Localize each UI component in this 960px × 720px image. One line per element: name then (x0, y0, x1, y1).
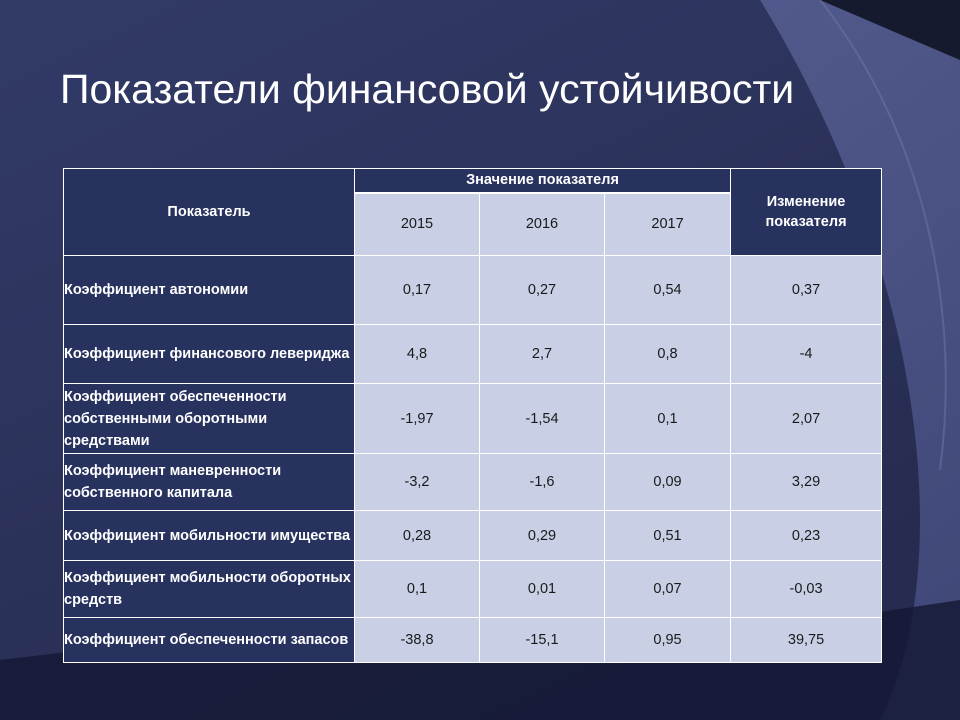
row-label: Коэффициент автономии (64, 256, 355, 325)
financial-stability-table (63, 168, 882, 663)
row-label: Коэффициент обеспеченности собственными оборотными средствами (64, 384, 355, 454)
cell-2016: 0,27 (480, 256, 605, 325)
header-year-2016: 2016 (480, 193, 605, 256)
cell-2016: -1,54 (480, 384, 605, 454)
cell-2017: 0,8 (605, 325, 731, 384)
table-row (64, 256, 882, 325)
cell-2015: 4,8 (355, 325, 480, 384)
header-year-2015: 2015 (355, 193, 480, 256)
cell-change: 2,07 (731, 384, 882, 454)
cell-change: -4 (731, 325, 882, 384)
cell-change: 39,75 (731, 618, 882, 663)
table-row (64, 454, 882, 511)
cell-2016: 0,29 (480, 511, 605, 561)
header-row-1 (64, 169, 882, 193)
cell-2016: -1,6 (480, 454, 605, 511)
row-label: Коэффициент финансового левериджа (64, 325, 355, 384)
cell-2016: -15,1 (480, 618, 605, 663)
cell-2015: 0,17 (355, 256, 480, 325)
cell-2015: -1,97 (355, 384, 480, 454)
table-row (64, 618, 882, 663)
table-row (64, 561, 882, 618)
table-row (64, 511, 882, 561)
cell-2016: 0,01 (480, 561, 605, 618)
cell-2016: 2,7 (480, 325, 605, 384)
header-year-2017: 2017 (605, 193, 731, 256)
row-label: Коэффициент мобильности имущества (64, 511, 355, 561)
cell-2017: 0,54 (605, 256, 731, 325)
cell-2015: -38,8 (355, 618, 480, 663)
row-label: Коэффициент обеспеченности запасов (64, 618, 355, 663)
cell-change: 3,29 (731, 454, 882, 511)
table-row (64, 384, 882, 454)
cell-2017: 0,09 (605, 454, 731, 511)
row-label: Коэффициент маневренности собственного капитала (64, 454, 355, 511)
cell-2017: 0,95 (605, 618, 731, 663)
cell-2015: 0,1 (355, 561, 480, 618)
cell-2017: 0,1 (605, 384, 731, 454)
cell-change: 0,23 (731, 511, 882, 561)
row-label: Коэффициент мобильности оборотных средств (64, 561, 355, 618)
cell-2015: -3,2 (355, 454, 480, 511)
slide-title: Показатели финансовой устойчивости (60, 66, 795, 112)
header-value-group: Значение показателя (355, 169, 731, 193)
cell-2017: 0,07 (605, 561, 731, 618)
header-change: Изменение показателя (731, 169, 882, 256)
cell-change: -0,03 (731, 561, 882, 618)
cell-2015: 0,28 (355, 511, 480, 561)
table-row (64, 325, 882, 384)
cell-change: 0,37 (731, 256, 882, 325)
header-indicator: Показатель (64, 169, 355, 256)
cell-2017: 0,51 (605, 511, 731, 561)
